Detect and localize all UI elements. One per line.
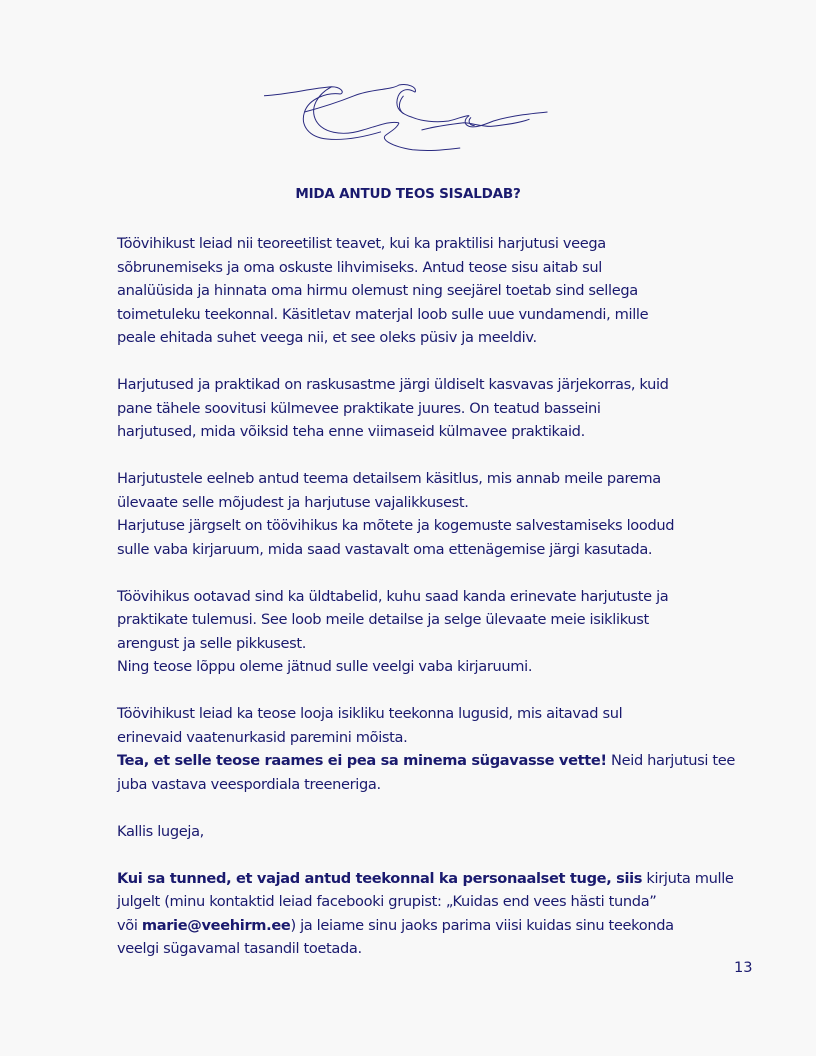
text-line: erinevaid vaatenurkasid paremini mõista. [117,728,408,746]
text-line: Ning teose lõppu oleme jätnud sulle veelgi vaba kirjaruumi. [117,658,533,675]
text-fragment: Neid harjutusi tee [606,752,736,769]
text-line: Harjutused ja praktikad on raskusastme järgi üldiselt kasvavas järjekorras, kuid [117,376,669,393]
text-line: peale ehitada suhet veega nii, et see oleks püsiv ja meeldiv. [117,329,537,346]
text-line: julgelt (minu kontaktid leiad facebooki grupist: „Kuidas end vees hästi tunda” [117,893,657,910]
text-line [117,867,734,891]
text-line: praktikate tulemusi. See loob meile detailse ja selge ülevaate meie isiklikust [117,611,649,628]
text-line: juba vastava veespordiala treeneriga. [117,775,381,793]
text-line: sulle vaba kirjaruum, mida saad vastavalt oma ettenägemise järgi kasutada. [117,540,653,558]
text-line [117,749,736,773]
text-line: arengust ja selle pikkusest. [117,634,307,652]
text-line: Töövihikus ootavad sind ka üldtabelid, kuhu saad kanda erinevate harjutuste ja [117,587,669,605]
paragraph-1 [117,232,717,350]
text-line: ülevaate selle mõjudest ja harjutuse vajalikkusest. [117,493,469,511]
text-line: sõbrunemiseks ja oma oskuste lihvimiseks. Antud teose sisu aitab sul [117,258,602,276]
paragraph-2 [117,373,717,444]
text-line: analüüsida ja hinnata oma hirmu olemust ning seejärel toetab sind sellega [117,282,638,299]
text-line: pane tähele soovitusi külmevee praktikate juures. On teatud basseini [117,399,601,417]
greeting [117,820,717,844]
text-line: Harjutuse järgselt on töövihikus ka mõtete ja kogemuste salvestamiseks loodud [117,517,675,534]
body-text [117,232,736,984]
text-line: Töövihikust leiad ka teose looja isikliku teekonna lugusid, mis aitavad sul [117,705,623,722]
paragraph-3 [117,467,717,561]
text-line: toimetuleku teekonnal. Käsitletav materjal loob sulle uue vundamendi, mille [117,305,649,323]
wave-illustration-icon [248,76,568,166]
paragraph-4 [117,585,717,679]
closing-paragraph [117,867,734,961]
text-line: Töövihikust leiad nii teoreetilist teavet, kui ka praktilisi harjutusi veega [117,235,606,252]
page-number: 13 [734,959,753,976]
text-fragment: kirjuta mulle [642,869,734,887]
text-line: Harjutustele eelneb antud teema detailsem käsitlus, mis annab meile parema [117,470,661,487]
paragraph-5 [117,702,736,796]
bold-warning: Tea, et selle teose raames ei pea sa minema sügavasse vette! [117,752,607,769]
email-link[interactable]: marie@veehirm.ee [141,916,291,934]
text-line: veelgi sügavamal tasandil toetada. [117,940,362,957]
text-fragment: ) ja leiame sinu jaoks parima viisi kuidas sinu teekonda [290,916,674,934]
text-fragment: või [117,916,142,934]
text-line: Kallis lugeja, [117,822,204,840]
bold-lead: Kui sa tunned, et vajad antud teekonnal ka personaalset tuge, siis [117,869,643,887]
text-line [117,914,717,938]
page-title: MIDA ANTUD TEOS SISALDAB? [295,186,521,202]
text-line: harjutused, mida võiksid teha enne viimaseid külmavee praktikaid. [117,423,585,440]
